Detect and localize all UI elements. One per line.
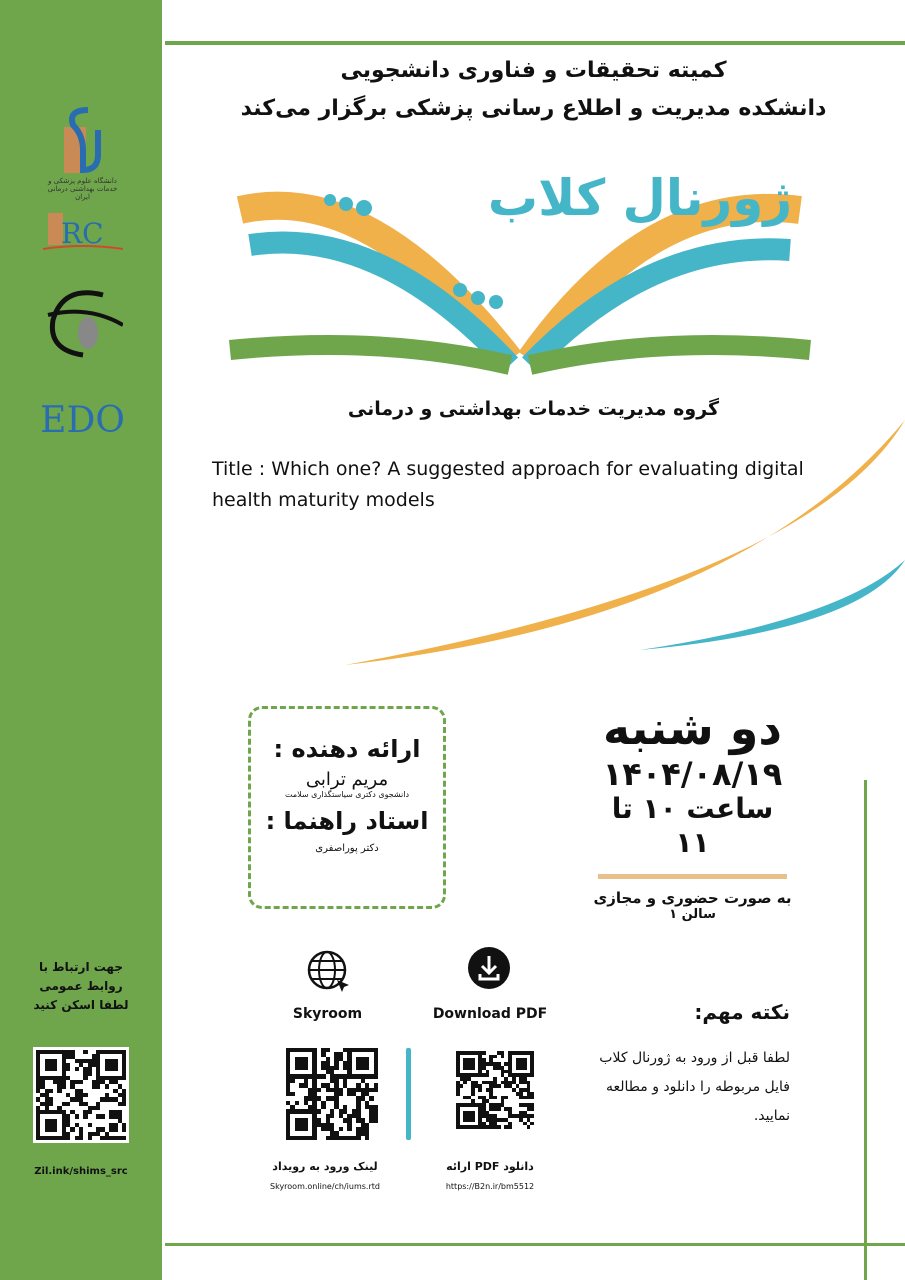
bottom-divider [165,1243,905,1246]
event-mode: به صورت حضوری و مجازی [593,889,792,907]
header-line-1: کمیته تحقیقات و فناوری دانشجویی [340,58,727,83]
right-divider [864,780,867,1280]
event-time: ساعت ۱۰ تا ۱۱ [611,792,774,859]
download-pdf-label: Download PDF [432,1006,548,1022]
presenter-role: دانشجوی دکتری سیاستگذاری سلامت [284,790,410,799]
schedule-divider [598,874,787,879]
department-title: گروه مدیریت خدمات بهداشتی و درمانی [347,398,720,420]
pdf-qr-code[interactable] [453,1048,537,1132]
top-divider [165,41,905,45]
contact-link[interactable]: Zil.ink/shims_src [34,1166,128,1177]
contact-qr-code[interactable] [33,1047,129,1143]
skyroom-caption: لینک ورود به رویداد [272,1160,378,1173]
download-icon [467,946,511,994]
advisor-label: استاد راهنما : [265,807,429,835]
note-title: نکته مهم: [694,1000,790,1024]
sidebar [0,0,162,1280]
committee-logo [40,285,125,362]
talk-title: Title : Which one? A suggested approach for evaluating digital health maturity models [212,458,804,511]
svg-text:RC: RC [60,217,104,250]
qr-module [530,1125,534,1129]
note-text: لطفا قبل از ورود به ژورنال کلاب فایل مربوطه را دانلود و مطالعه نمایید. [599,1050,790,1124]
src-logo [40,205,125,257]
logo-title: ژورنال کلاب [487,169,793,227]
qr-divider [406,1048,411,1140]
decorative-swoosh [340,380,905,670]
event-hall: سالن ۱ [669,907,716,922]
pdf-caption: دانلود PDF ارائه [446,1160,534,1173]
advisor-name: دکتر پوراصفری [315,843,379,854]
header-line-2: دانشکده مدیریت و اطلاع رسانی پزشکی برگزار می‌کند [240,96,827,121]
skyroom-label: Skyroom [292,1006,363,1022]
contact-text: جهت ارتباط با روابط عمومی لطفا اسکن کنید [33,960,129,1012]
globe-icon [305,948,355,1002]
qr-module [122,1136,126,1140]
schedule-block [590,700,795,922]
skyroom-url[interactable]: Skyroom.online/ch/iums.rtd [270,1182,380,1191]
presenter-label: ارائه دهنده : [273,735,421,763]
qr-module [374,1136,378,1140]
pdf-url[interactable]: https://B2n.ir/bm5512 [445,1182,535,1191]
logo-caption: دانشگاه علوم پزشکی و خدمات بهداشتی درمانی ایران [47,177,118,201]
edo-logo: EDO [40,400,125,441]
journal-club-logo [220,150,820,380]
event-date: ۱۴۰۴/۰۸/۱۹ [602,755,783,793]
event-day: دو شنبه [603,701,782,755]
skyroom-qr-code[interactable] [283,1045,381,1143]
presenter-name: مریم ترابی [305,769,389,790]
presenter-box [248,706,446,909]
